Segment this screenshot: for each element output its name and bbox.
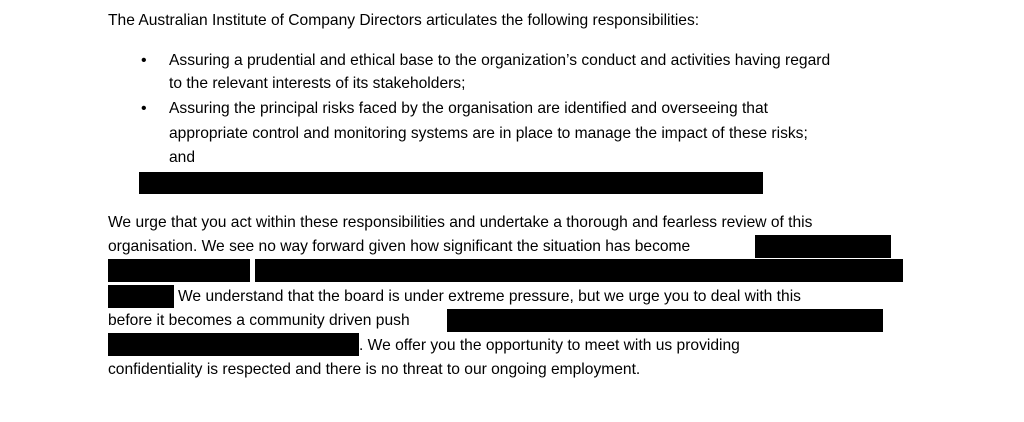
bullet-2-line-3: and — [169, 149, 196, 166]
redaction-bar — [108, 285, 174, 308]
intro-text: The Australian Institute of Company Directors articulates the following responsibilities: — [108, 12, 700, 29]
body-line-3: We understand that the board is under extreme pressure, but we urge you to deal with this — [178, 288, 801, 305]
body-line-1: We urge that you act within these responsibilities and undertake a thorough and fearless review of this — [108, 214, 813, 231]
redaction-bar — [447, 309, 883, 332]
bullet-marker: • — [141, 52, 147, 69]
bullet-marker: • — [141, 100, 147, 117]
bullet-2-line-1: Assuring the principal risks faced by the organisation are identified and overseeing that — [169, 100, 768, 117]
redaction-bar — [755, 235, 891, 258]
body-line-5: . We offer you the opportunity to meet with us providing — [359, 337, 740, 354]
redaction-bar — [255, 259, 903, 282]
body-line-2: organisation. We see no way forward given how significant the situation has become — [108, 238, 691, 255]
body-line-6: confidentiality is respected and there is no threat to our ongoing employment. — [108, 361, 641, 378]
redaction-bar — [108, 333, 359, 356]
bullet-2-line-2: appropriate control and monitoring systems are in place to manage the impact of these risks; — [169, 125, 808, 142]
redaction-bar — [108, 259, 250, 282]
redaction-bar — [139, 172, 763, 194]
bullet-1-line-1: Assuring a prudential and ethical base to the organization’s conduct and activities having regard — [169, 52, 831, 69]
bullet-1-line-2: to the relevant interests of its stakeholders; — [169, 75, 466, 92]
body-line-4: before it becomes a community driven push — [108, 312, 410, 329]
